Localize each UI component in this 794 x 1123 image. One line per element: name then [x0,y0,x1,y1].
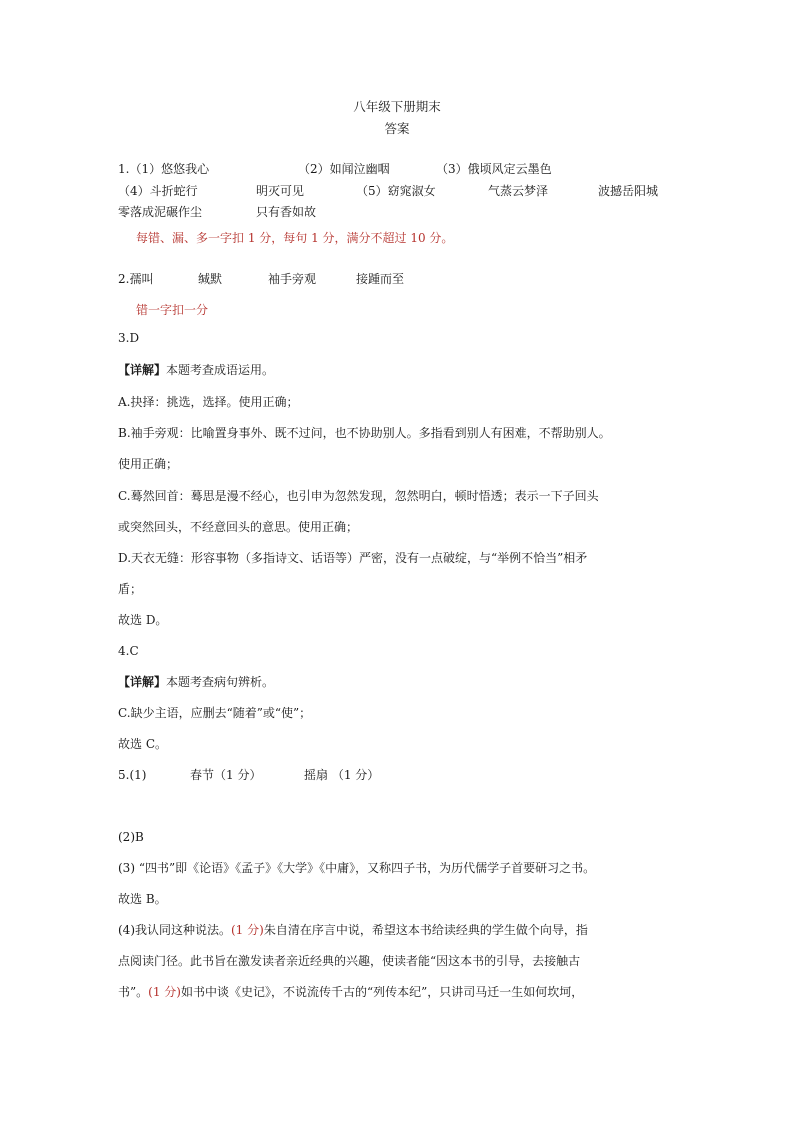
q4-conclusion: 故选 C。 [118,737,167,751]
q1-answer: （2）如闻泣幽咽 [298,162,390,176]
q5-part4-text: 朱自清在序言中说，希望这本书给读经典的学生做个向导，指 [263,923,588,937]
q3-answer: 3.D [118,331,140,345]
q5-part2: (2)B [118,830,144,844]
q5-part4-line3 [118,984,583,1000]
q3-detail [118,362,274,378]
q1-answer: （5）窈窕淑女 [356,184,436,198]
page-title: 八年级下册期末 [353,99,441,114]
q3-option-a: A.抉择：挑选，选择。使用正确； [118,395,299,409]
q1-answer: 零落成泥碾作尘 [118,205,203,219]
q5-part4-text: (4)我认同这种说法。 [118,923,231,937]
q1-scoring-note: 每错、漏、多一字扣 1 分，每句 1 分，满分不超过 10 分。 [136,231,454,245]
q5-part4-text: 书”。 [118,985,149,999]
q5-part4-line2: 点阅读门径。此书旨在激发读者亲近经典的兴趣，使读者能“因这本书的引导，去接触古 [118,954,581,968]
detail-label: 【详解】 [118,363,167,377]
detail-label: 【详解】 [118,675,167,689]
q5-part1-label: 5.(1) [118,768,147,782]
q3-option-c-line1: C.蓦然回首：蓦思是漫不经心，也引申为忽然发现，忽然明白，顿时悟透；表示一下子回头 [118,489,599,503]
score-mark: (1 分) [231,923,264,937]
q1-answer: （3）俄顷风定云墨色 [436,162,552,176]
q4-answer: 4.C [118,644,139,658]
q3-option-d-line2: 盾； [118,582,143,596]
q3-option-c-line2: 或突然回头，不经意回头的意思。使用正确； [118,520,359,534]
q1-answer: 只有香如故 [256,205,317,219]
q5-part3: (3) “四书”即《论语》《孟子》《大学》《中庸》，又称四子书，为历代儒学子首要研习之书。 [118,861,596,875]
q2-answer: 2.孺叫 [118,272,154,286]
q5-part1-answer: 春节（1 分） [190,768,262,782]
q1-answer: （4）斗折蛇行 [118,184,198,198]
q5-part3-conclusion: 故选 B。 [118,892,167,906]
q1-answer: 明灭可见 [256,184,305,198]
page-subtitle: 答案 [384,121,410,136]
detail-text: 本题考查成语运用。 [166,363,275,377]
detail-text: 本题考查病句辨析。 [166,675,275,689]
q3-option-b-line1: B.袖手旁观：比喻置身事外、既不过问，也不协助别人。多指看到别人有困难，不帮助别人。 [118,426,611,440]
q3-conclusion: 故选 D。 [118,613,168,627]
q2-scoring-note: 错一字扣一分 [136,303,209,317]
score-mark: (1 分) [148,985,181,999]
q1-answer: 气蒸云梦泽 [488,184,549,198]
q5-part1-answer: 摇扇 （1 分） [304,768,380,782]
q4-detail [118,674,274,690]
q5-part4-line1 [118,922,588,938]
q3-option-b-line2: 使用正确； [118,457,179,471]
q2-answer: 接踵而至 [356,272,405,286]
q1-answer: 波撼岳阳城 [598,184,659,198]
q4-option-c: C.缺少主语，应删去“随着”或“使”； [118,706,312,720]
q3-option-d-line1: D.天衣无缝：形容事物（多指诗文、话语等）严密，没有一点破绽，与“举例不恰当”相矛 [118,551,588,565]
q2-answer: 袖手旁观 [268,272,317,286]
q2-answer: 缄默 [198,272,223,286]
q1-answer: 1.（1）悠悠我心 [118,162,210,176]
q5-part4-text: 如书中谈《史记》，不说流传千古的“列传本纪”，只讲司马迁一生如何坎坷， [180,985,584,999]
